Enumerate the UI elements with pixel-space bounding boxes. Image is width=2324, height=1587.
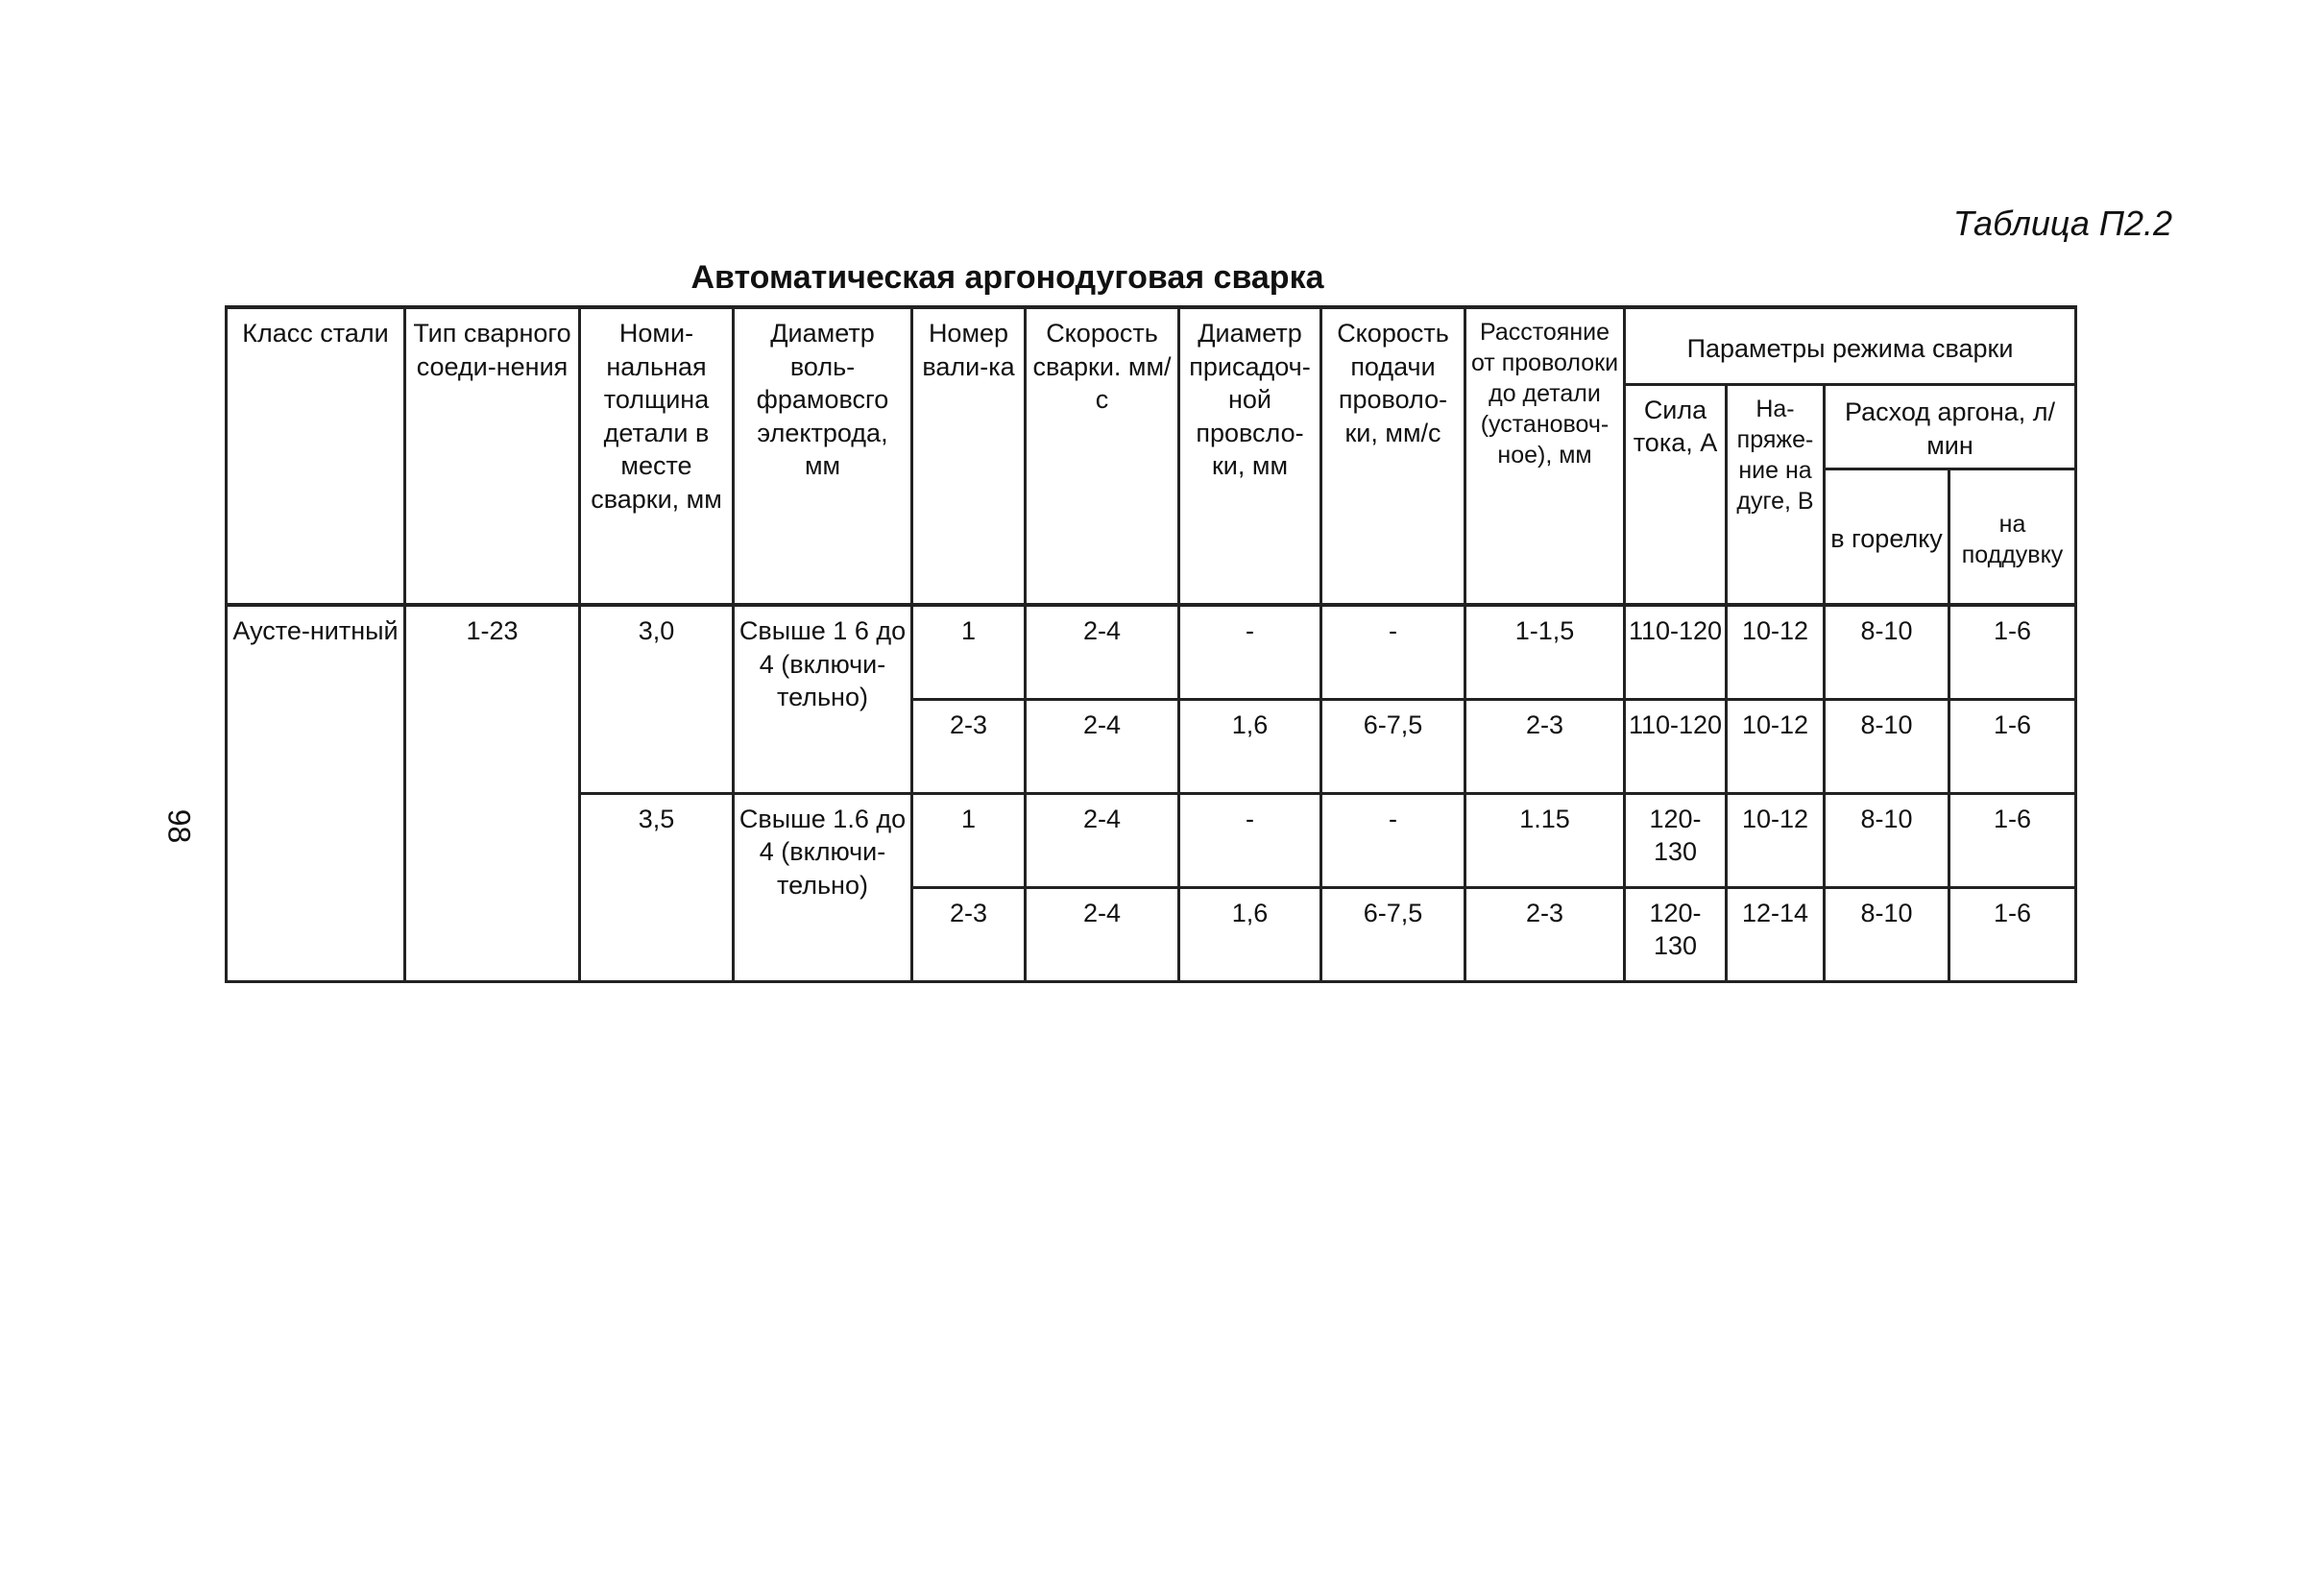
- current-cell: 110-120: [1625, 699, 1727, 793]
- torch-cell: 8-10: [1825, 699, 1949, 793]
- joint-type-cell: 1-23: [405, 605, 580, 981]
- backing-cell: 1-6: [1949, 793, 2076, 887]
- pass-cell: 1: [912, 605, 1026, 699]
- header-wire-feed-speed: Скорость подачи проволо-ки, мм/с: [1321, 307, 1465, 605]
- electrode-cell: Свыше 1 6 до 4 (включи-тельно): [734, 605, 912, 793]
- speed-cell: 2-4: [1026, 887, 1179, 981]
- steel-class-cell: Аусте-нитный: [227, 605, 405, 981]
- distance-cell: 1-1,5: [1465, 605, 1625, 699]
- distance-cell: 2-3: [1465, 887, 1625, 981]
- header-voltage: На-пряже-ние на дуге, В: [1727, 384, 1825, 605]
- feed-cell: 6-7,5: [1321, 699, 1465, 793]
- pass-cell: 2-3: [912, 887, 1026, 981]
- thickness-cell: 3,0: [580, 605, 734, 793]
- header-current: Сила тока, А: [1625, 384, 1727, 605]
- header-filler-diameter: Диаметр присадоч-ной провсло-ки, мм: [1179, 307, 1321, 605]
- speed-cell: 2-4: [1026, 699, 1179, 793]
- header-distance: Расстояние от проволоки до детали (установоч-ное), мм: [1465, 307, 1625, 605]
- header-thickness: Номи-нальная толщина детали в месте сварки, мм: [580, 307, 734, 605]
- page-number: 98: [161, 808, 197, 844]
- pass-cell: 1: [912, 793, 1026, 887]
- electrode-cell: Свыше 1.6 до 4 (включи-тельно): [734, 793, 912, 981]
- backing-cell: 1-6: [1949, 605, 2076, 699]
- thickness-cell: 3,5: [580, 793, 734, 981]
- torch-cell: 8-10: [1825, 605, 1949, 699]
- backing-cell: 1-6: [1949, 887, 2076, 981]
- distance-cell: 2-3: [1465, 699, 1625, 793]
- feed-cell: -: [1321, 793, 1465, 887]
- welding-parameters-table: [225, 305, 2077, 983]
- torch-cell: 8-10: [1825, 793, 1949, 887]
- speed-cell: 2-4: [1026, 605, 1179, 699]
- header-joint-type: Тип сварного соеди-нения: [405, 307, 580, 605]
- filler-cell: 1,6: [1179, 699, 1321, 793]
- header-steel-class: Класс стали: [227, 307, 405, 605]
- header-to-backing: на поддувку: [1949, 469, 2076, 605]
- header-welding-speed: Скорость сварки. мм/с: [1026, 307, 1179, 605]
- speed-cell: 2-4: [1026, 793, 1179, 887]
- pass-cell: 2-3: [912, 699, 1026, 793]
- header-to-torch: в горелку: [1825, 469, 1949, 605]
- filler-cell: -: [1179, 605, 1321, 699]
- distance-cell: 1.15: [1465, 793, 1625, 887]
- table-title: Автоматическая аргонодуговая сварка: [690, 259, 1324, 296]
- header-argon-flow: Расход аргона, л/мин: [1825, 384, 2076, 469]
- current-cell: 120-130: [1625, 887, 1727, 981]
- voltage-cell: 10-12: [1727, 699, 1825, 793]
- voltage-cell: 12-14: [1727, 887, 1825, 981]
- voltage-cell: 10-12: [1727, 605, 1825, 699]
- feed-cell: 6-7,5: [1321, 887, 1465, 981]
- filler-cell: -: [1179, 793, 1321, 887]
- header-mode-parameters: Параметры режима сварки: [1625, 307, 2076, 384]
- current-cell: 110-120: [1625, 605, 1727, 699]
- header-pass-number: Номер вали-ка: [912, 307, 1026, 605]
- voltage-cell: 10-12: [1727, 793, 1825, 887]
- current-cell: 120-130: [1625, 793, 1727, 887]
- header-electrode-diameter: Диаметр воль-фрамовсго электрода, мм: [734, 307, 912, 605]
- torch-cell: 8-10: [1825, 887, 1949, 981]
- header-row-1: [227, 307, 2076, 384]
- feed-cell: -: [1321, 605, 1465, 699]
- table-label: Таблица П2.2: [1952, 204, 2172, 243]
- table-row: [227, 605, 2076, 699]
- backing-cell: 1-6: [1949, 699, 2076, 793]
- filler-cell: 1,6: [1179, 887, 1321, 981]
